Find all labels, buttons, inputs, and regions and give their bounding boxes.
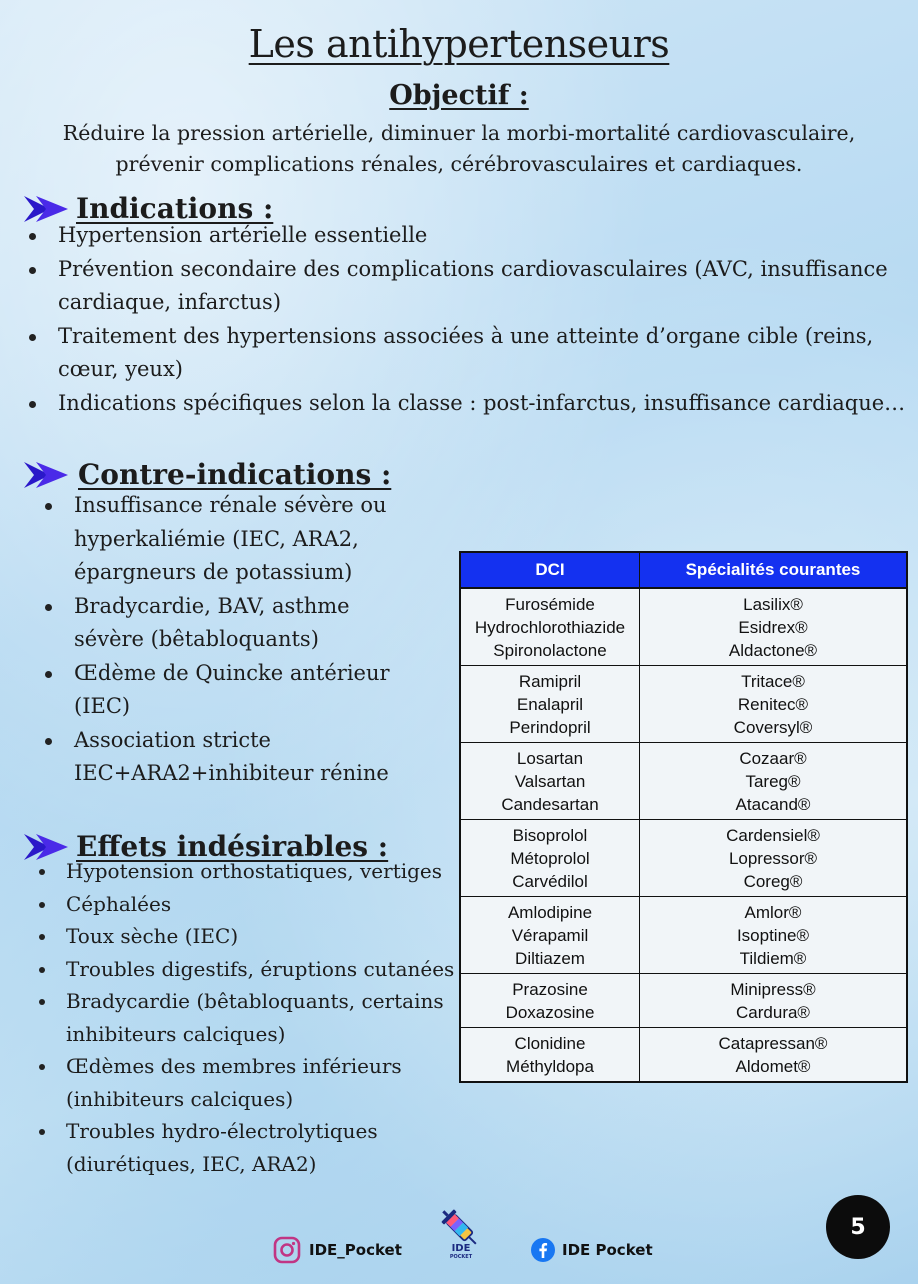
brand-cell <box>640 974 907 1028</box>
list-item: Insuffisance rénale sévère ou hyperkaliémie (IEC, ARA2, épargneurs de potassium) <box>38 489 422 590</box>
list-item: Toux sèche (IEC) <box>32 920 458 953</box>
list-item: Œdèmes des membres inférieurs (inhibiteurs calciques) <box>32 1050 458 1115</box>
drug-table <box>459 551 908 1083</box>
contraindications-header <box>22 458 422 491</box>
logo-subtext: POCKET <box>449 1254 473 1260</box>
indications-list <box>22 219 908 420</box>
dci-cell <box>461 897 640 974</box>
column-header-dci: DCI <box>461 553 640 588</box>
brand-name: Aldomet® <box>735 1057 811 1076</box>
instagram-link[interactable] <box>273 1236 402 1264</box>
list-item: Hypotension orthostatiques, vertiges <box>32 855 458 888</box>
dci-name: Doxazosine <box>505 1003 595 1022</box>
brand-name: Coreg® <box>743 872 803 891</box>
dci-name: Ramipril <box>518 672 582 691</box>
list-item: Prévention secondaire des complications cardiovasculaires (AVC, insuffisance cardiaque, infarctus) <box>22 253 908 320</box>
brand-cell <box>640 820 907 897</box>
page-title: Les antihypertenseurs <box>248 22 670 66</box>
facebook-icon <box>530 1237 556 1263</box>
dci-cell <box>461 974 640 1028</box>
objective-text <box>30 118 888 180</box>
dci-name: Enalapril <box>516 695 584 714</box>
dci-name: Diltiazem <box>515 949 585 968</box>
table-header-row <box>461 553 906 588</box>
side-effects-section <box>22 830 458 1180</box>
brand-name: Coversyl® <box>733 718 813 737</box>
indications-section <box>22 192 908 420</box>
brand-cell <box>640 897 907 974</box>
brand-name: Lopressor® <box>728 849 818 868</box>
table-row <box>461 743 906 820</box>
dci-name: Valsartan <box>514 772 586 791</box>
objective-line: Réduire la pression artérielle, diminuer la morbi-mortalité cardiovasculaire, <box>62 121 856 145</box>
list-item: Œdème de Quincke antérieur (IEC) <box>38 657 422 724</box>
brand-name: Isoptine® <box>736 926 810 945</box>
dci-name: Furosémide <box>505 595 595 614</box>
footer <box>0 1234 918 1270</box>
table-body <box>461 588 906 1081</box>
brand-cell <box>640 1028 907 1082</box>
list-item: Céphalées <box>32 888 458 921</box>
objective-line: prévenir complications rénales, cérébrovasculaires et cardiaques. <box>115 152 803 176</box>
brand-name: Esidrex® <box>738 618 808 637</box>
dci-name: Vérapamil <box>511 926 589 945</box>
list-item: Indications spécifiques selon la classe : post-infarctus, insuffisance cardiaque… <box>22 387 908 421</box>
contraindications-section <box>22 458 422 791</box>
brand-name: Amlor® <box>744 903 802 922</box>
dci-cell <box>461 588 640 666</box>
dci-name: Carvédilol <box>512 872 588 891</box>
list-item: Hypertension artérielle essentielle <box>22 219 908 253</box>
brand-name: Atacand® <box>735 795 811 814</box>
dci-name: Métoprolol <box>510 849 590 868</box>
brand-cell <box>640 743 907 820</box>
dci-name: Perindopril <box>509 718 591 737</box>
brand-name: Catapressan® <box>718 1034 828 1053</box>
column-header-brands: Spécialités courantes <box>640 553 907 588</box>
dci-name: Bisoprolol <box>512 826 588 845</box>
list-item: Bradycardie (bêtabloquants, certains inhibiteurs calciques) <box>32 985 458 1050</box>
list-item: Traitement des hypertensions associées à une atteinte d’organe cible (reins, cœur, yeux) <box>22 320 908 387</box>
indications-heading: Indications : <box>76 192 274 225</box>
brand-name: Tritace® <box>741 672 805 691</box>
table-row <box>461 820 906 897</box>
brand-name: Minipress® <box>730 980 816 999</box>
dci-name: Hydrochlorothiazide <box>474 618 626 637</box>
facebook-handle: IDE Pocket <box>562 1241 653 1259</box>
dci-name: Amlodipine <box>507 903 593 922</box>
list-item: Troubles hydro-électrolytiques (diurétiques, IEC, ARA2) <box>32 1115 458 1180</box>
table-row <box>461 588 906 666</box>
instagram-icon <box>273 1236 301 1264</box>
page-number-badge: 5 <box>826 1195 890 1259</box>
list-item: Bradycardie, BAV, asthme sévère (bêtabloquants) <box>38 590 422 657</box>
dci-name: Spironolactone <box>493 641 607 660</box>
brand-cell <box>640 666 907 743</box>
dci-cell <box>461 743 640 820</box>
table-row <box>461 1028 906 1082</box>
objective-heading: Objectif : <box>389 80 529 111</box>
instagram-handle: IDE_Pocket <box>309 1241 402 1259</box>
brand-name: Cardensiel® <box>726 826 820 845</box>
dci-cell <box>461 1028 640 1082</box>
dci-cell <box>461 820 640 897</box>
dci-name: Losartan <box>516 749 584 768</box>
side-effects-heading: Effets indésirables : <box>76 830 389 863</box>
table-row <box>461 974 906 1028</box>
brand-name: Cozaar® <box>739 749 807 768</box>
brand-name: Tildiem® <box>739 949 807 968</box>
dci-name: Clonidine <box>514 1034 586 1053</box>
brand-name: Aldactone® <box>728 641 818 660</box>
dci-name: Méthyldopa <box>506 1057 594 1076</box>
dci-cell <box>461 666 640 743</box>
list-item: Troubles digestifs, éruptions cutanées <box>32 953 458 986</box>
brand-name: Tareg® <box>745 772 801 791</box>
facebook-link[interactable] <box>530 1237 653 1263</box>
table-row <box>461 666 906 743</box>
contraindications-list <box>38 489 422 791</box>
side-effects-list <box>32 855 458 1180</box>
list-item: Association stricte IEC+ARA2+inhibiteur rénine <box>38 724 422 791</box>
brand-cell <box>640 588 907 666</box>
logo-text: IDE <box>451 1243 471 1254</box>
arrow-bullet-icon <box>22 460 70 490</box>
brand-name: Cardura® <box>736 1003 810 1022</box>
dci-name: Candesartan <box>501 795 599 814</box>
table-row <box>461 897 906 974</box>
ide-pocket-logo <box>436 1204 486 1260</box>
dci-name: Prazosine <box>512 980 588 999</box>
brand-name: Lasilix® <box>743 595 803 614</box>
contraindications-heading: Contre-indications : <box>78 458 392 491</box>
brand-name: Renitec® <box>737 695 809 714</box>
